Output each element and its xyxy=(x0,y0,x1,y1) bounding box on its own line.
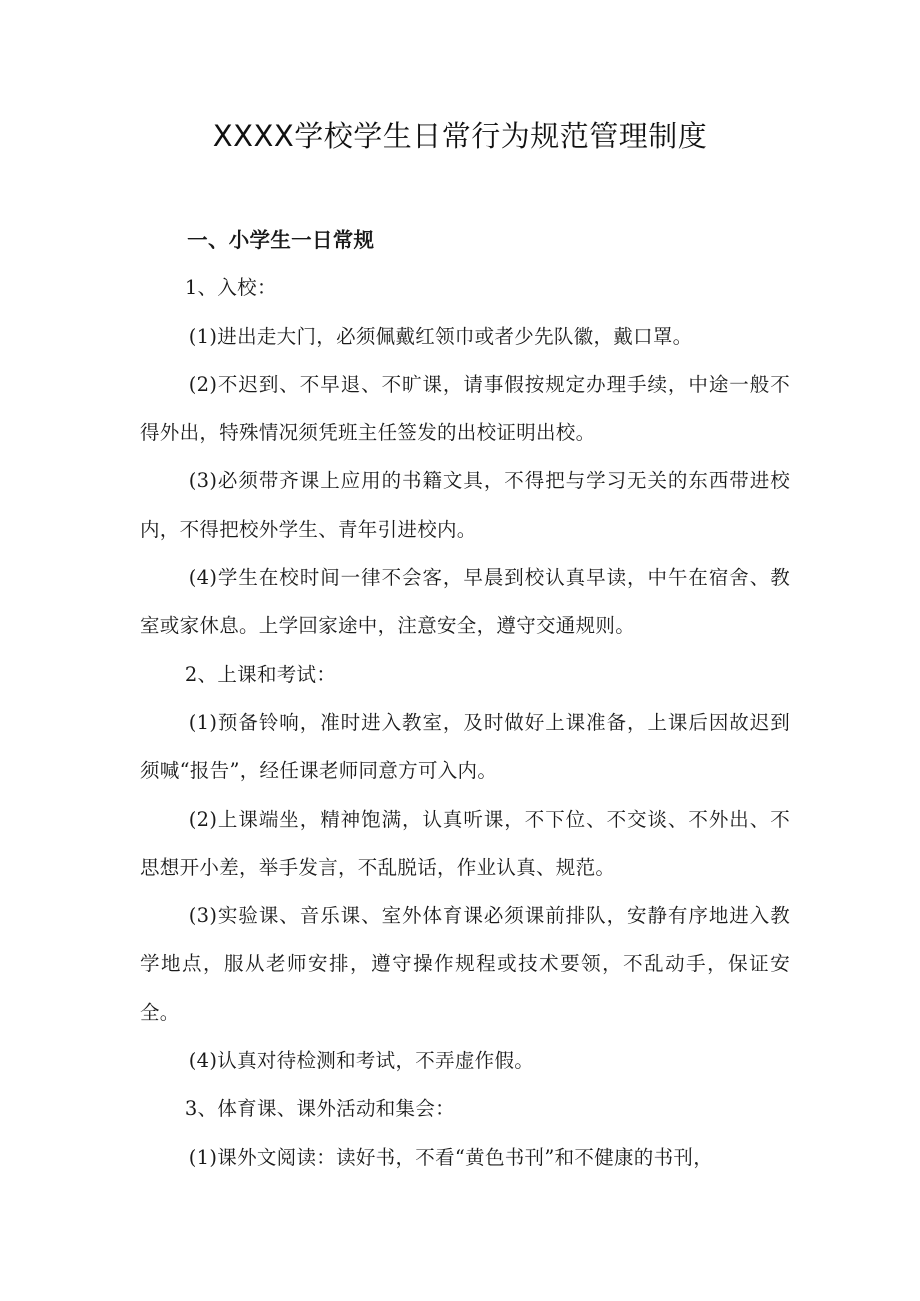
subsection-label: 3、体育课、课外活动和集会： xyxy=(184,1097,455,1121)
section-heading: 一、小学生一日常规 xyxy=(187,228,375,252)
paragraph: (3)必须带齐课上应用的书籍文具，不得把与学习无关的东西带进校内，不得把校外学生、青年引进校内。 xyxy=(140,469,790,541)
paragraph: (3)实验课、音乐课、室外体育课必须课前排队，安静有序地进入教学地点，服从老师安排，遵守操作规程或技术要领，不乱动手，保证安全。 xyxy=(140,904,790,1024)
document-title: XXXX学校学生日常行为规范管理制度 xyxy=(212,119,708,153)
paragraph: (1)进出走大门，必须佩戴红领巾或者少先队徽，戴口罩。 xyxy=(188,324,693,348)
subsection-label: 2、上课和考试： xyxy=(184,662,337,686)
paragraph: (1)预备铃响，准时进入教室，及时做好上课准备，上课后因故迟到须喊“报告”，经任课老师同意方可入内。 xyxy=(140,710,790,783)
paragraph: (1)课外文阅读：读好书，不看“黄色书刊”和不健康的书刊， xyxy=(188,1145,714,1169)
paragraph: (4)认真对待检测和考试，不弄虚作假。 xyxy=(188,1049,535,1073)
subsection-label: 1、入校： xyxy=(184,276,277,300)
document-body xyxy=(140,216,790,1182)
paragraph: (2)上课端坐，精神饱满，认真听课，不下位、不交谈、不外出、不思想开小差，举手发言，不乱脱话，作业认真、规范。 xyxy=(140,807,790,879)
paragraph: (2)不迟到、不早退、不旷课，请事假按规定办理手续，中途一般不得外出，特殊情况须凭班主任签发的出校证明出校。 xyxy=(140,372,790,445)
paragraph: (4)学生在校时间一律不会客，早晨到校认真早读，中午在宿舍、教室或家休息。上学回家途中，注意安全，遵守交通规则。 xyxy=(140,566,790,638)
